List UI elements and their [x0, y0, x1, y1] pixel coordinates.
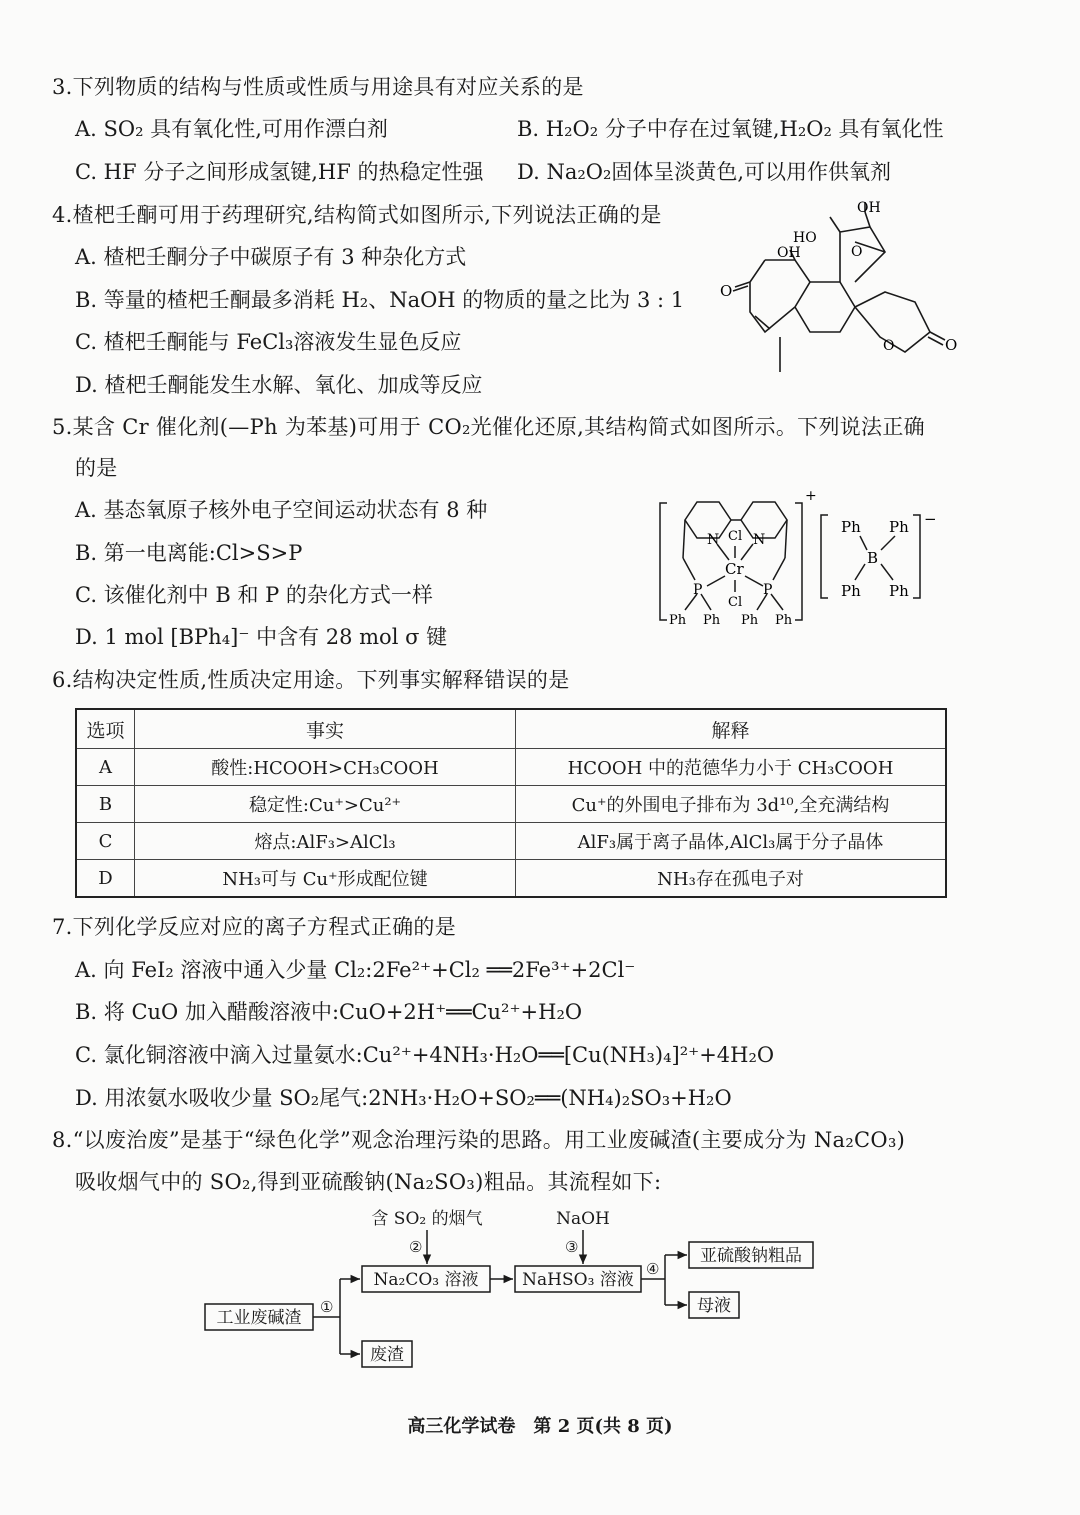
- q5-option-b: B. 第一电离能:Cl>S>P: [75, 541, 303, 565]
- q8-stem-line1: 8.“以废治废”是基于“绿色化学”观念治理污染的思路。用工业废碱渣(主要成分为 Na₂CO₃): [52, 1128, 906, 1152]
- q3-option-b: B. H₂O₂ 分子中存在过氧键,H₂O₂ 具有氧化性: [517, 117, 944, 141]
- q7-option-c: C. 氯化铜溶液中滴入过量氨水:Cu²⁺+4NH₃·H₂O══[Cu(NH₃)₄]²⁺+4H₂O: [75, 1043, 775, 1067]
- q4-option-c: C. 楂杷壬酮能与 FeCl₃溶液发生显色反应: [75, 330, 462, 354]
- q4-label-o-ketone: O: [720, 282, 733, 300]
- q5-label-ph-4: Ph: [775, 613, 793, 628]
- q5-label-n-right: N: [753, 532, 766, 548]
- q5-label-p-right: P: [763, 582, 773, 598]
- q5-stem-line2: 的是: [75, 456, 118, 480]
- q5-catalyst-structure: [655, 488, 955, 633]
- q4-option-a: A. 楂杷壬酮分子中碳原子有 3 种杂化方式: [75, 245, 467, 269]
- q5-label-ph-6: Ph: [889, 518, 909, 536]
- q3-stem: 3.下列物质的结构与性质或性质与用途具有对应关系的是: [52, 75, 584, 99]
- row-explanation: NH₃存在孤电子对: [516, 860, 947, 898]
- flow-step-4: ④: [646, 1260, 660, 1278]
- q5-label-ph-1: Ph: [669, 613, 687, 628]
- row-option: A: [76, 749, 135, 786]
- q5-label-plus: +: [805, 488, 817, 504]
- q5-label-cl-bottom: Cl: [728, 595, 743, 610]
- q6-stem: 6.结构决定性质,性质决定用途。下列事实解释错误的是: [52, 668, 570, 692]
- q5-label-cr: Cr: [725, 560, 744, 578]
- flow-box-na2co3-solution: Na₂CO₃ 溶液: [373, 1270, 479, 1290]
- q4-option-b: B. 等量的楂杷壬酮最多消耗 H₂、NaOH 的物质的量之比为 3 : 1: [75, 288, 685, 312]
- q5-label-p-left: P: [693, 582, 703, 598]
- q4-molecule-structure: [705, 192, 965, 382]
- q5-label-n-left: N: [707, 532, 720, 548]
- page-footer: 高三化学试卷 第 2 页(共 8 页): [407, 1416, 673, 1437]
- q3-option-d: D. Na₂O₂固体呈淡黄色,可以用作供氧剂: [517, 160, 892, 184]
- header-option: 选项: [76, 709, 135, 749]
- flow-box-waste-residue: 废渣: [370, 1345, 404, 1365]
- flow-box-nahso3-solution: NaHSO₃ 溶液: [522, 1270, 634, 1290]
- q4-label-oh-top: OH: [857, 200, 881, 216]
- q5-option-a: A. 基态氧原子核外电子空间运动状态有 8 种: [75, 498, 488, 522]
- q5-option-c: C. 该催化剂中 B 和 P 的杂化方式一样: [75, 583, 433, 607]
- q5-label-minus: −: [924, 510, 937, 528]
- row-fact: NH₃可与 Cu⁺形成配位键: [135, 860, 516, 898]
- q5-stem-line1: 5.某含 Cr 催化剂(—Ph 为苯基)可用于 CO₂光催化还原,其结构简式如图所示。下列说法正确: [52, 415, 925, 439]
- q3-option-a: A. SO₂ 具有氧化性,可用作漂白剂: [75, 117, 388, 141]
- table-row: [76, 786, 946, 823]
- row-fact: 熔点:AlF₃>AlCl₃: [135, 823, 516, 860]
- q4-label-ho: HO: [793, 230, 817, 246]
- q5-label-ph-3: Ph: [741, 613, 759, 628]
- header-fact: 事实: [135, 709, 516, 749]
- row-explanation: AlF₃属于离子晶体,AlCl₃属于分子晶体: [516, 823, 947, 860]
- row-option: D: [76, 860, 135, 898]
- q5-label-ph-7: Ph: [841, 582, 861, 600]
- row-option: B: [76, 786, 135, 823]
- q7-stem: 7.下列化学反应对应的离子方程式正确的是: [52, 915, 457, 939]
- flow-step-1: ①: [320, 1298, 334, 1316]
- q4-label-oh: OH: [777, 245, 801, 261]
- q4-label-o-ring: O: [883, 338, 895, 354]
- table-row: [76, 860, 946, 898]
- header-explanation: 解释: [516, 709, 947, 749]
- table-header-row: [76, 709, 946, 749]
- q5-label-ph-5: Ph: [841, 518, 861, 536]
- flow-label-naoh: NaOH: [556, 1209, 610, 1229]
- q7-option-b: B. 将 CuO 加入醋酸溶液中:CuO+2H⁺══Cu²⁺+H₂O: [75, 1000, 583, 1024]
- q4-option-d: D. 楂杷壬酮能发生水解、氧化、加成等反应: [75, 373, 483, 397]
- q5-label-b: B: [867, 549, 879, 567]
- q5-label-ph-2: Ph: [703, 613, 721, 628]
- q7-option-d: D. 用浓氨水吸收少量 SO₂尾气:2NH₃·H₂O+SO₂══(NH₄)₂SO₃+H₂O: [75, 1086, 732, 1110]
- flow-box-mother-liquor: 母液: [697, 1296, 731, 1316]
- row-fact: 酸性:HCOOH>CH₃COOH: [135, 749, 516, 786]
- row-explanation: HCOOH 中的范德华力小于 CH₃COOH: [516, 749, 947, 786]
- flow-step-3: ③: [565, 1238, 579, 1256]
- row-fact: 稳定性:Cu⁺>Cu²⁺: [135, 786, 516, 823]
- q8-stem-line2: 吸收烟气中的 SO₂,得到亚硫酸钠(Na₂SO₃)粗品。其流程如下:: [75, 1170, 662, 1194]
- q3-option-c: C. HF 分子之间形成氢键,HF 的热稳定性强: [75, 160, 484, 184]
- flow-label-so2-gas: 含 SO₂ 的烟气: [371, 1209, 483, 1229]
- row-explanation: Cu⁺的外围电子排布为 3d¹⁰,全充满结构: [516, 786, 947, 823]
- q5-label-cl-top: Cl: [728, 529, 743, 544]
- q6-table: [75, 708, 947, 898]
- flow-step-2: ②: [409, 1238, 423, 1256]
- q4-stem: 4.楂杷壬酮可用于药理研究,结构简式如图所示,下列说法正确的是: [52, 203, 662, 227]
- flow-box-sodium-sulfite-crude: 亚硫酸钠粗品: [700, 1246, 802, 1266]
- q4-label-o-carbonyl: O: [945, 336, 958, 354]
- table-row: [76, 823, 946, 860]
- flow-box-waste-alkali: 工业废碱渣: [216, 1308, 302, 1328]
- table-row: [76, 749, 946, 786]
- row-option: C: [76, 823, 135, 860]
- q5-label-ph-8: Ph: [889, 582, 909, 600]
- q8-process-flowchart: [195, 1200, 835, 1375]
- q7-option-a: A. 向 FeI₂ 溶液中通入少量 Cl₂:2Fe²⁺+Cl₂ ══2Fe³⁺+2Cl⁻: [75, 958, 636, 982]
- q4-label-o-bridge: O: [851, 244, 863, 260]
- q5-option-d: D. 1 mol [BPh₄]⁻ 中含有 28 mol σ 键: [75, 625, 448, 649]
